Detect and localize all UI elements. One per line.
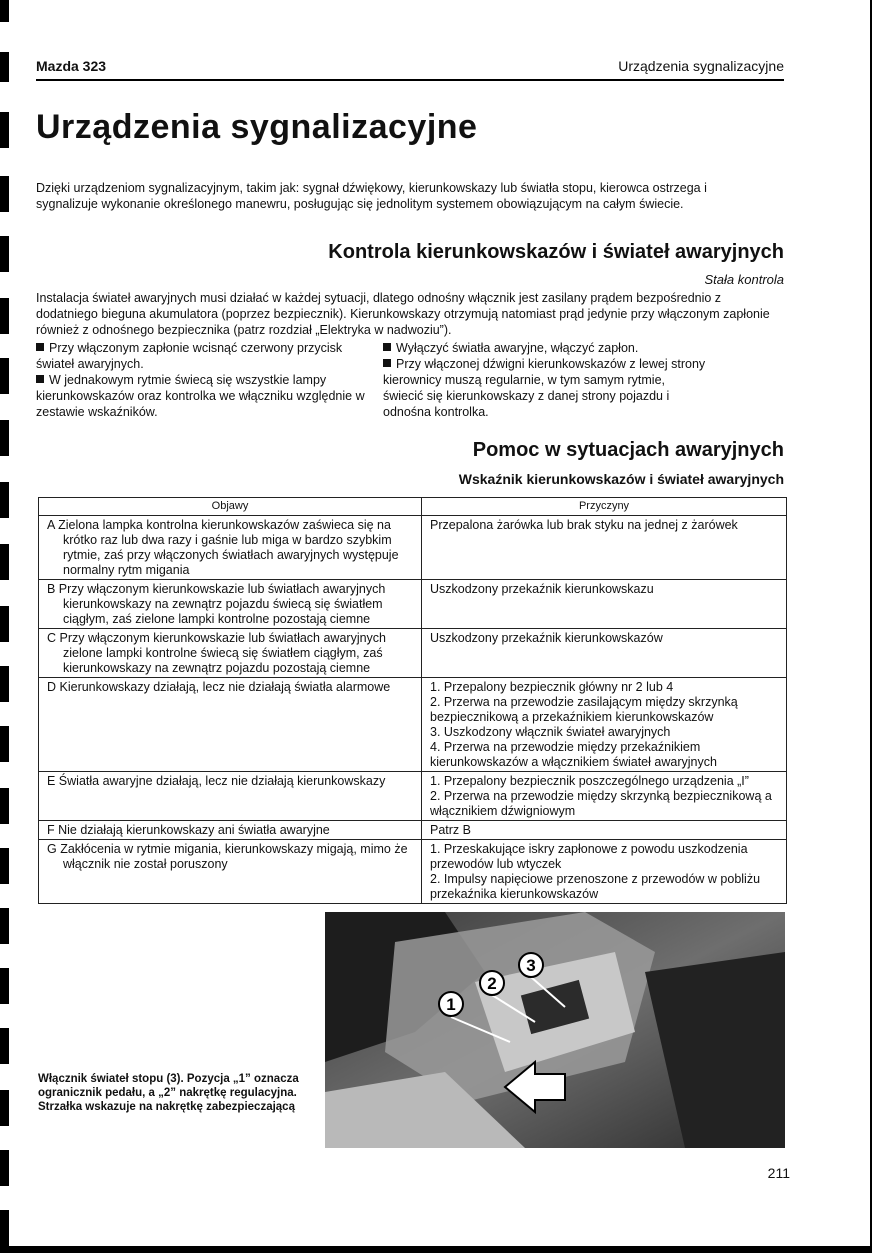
table-header-row <box>39 498 787 516</box>
table-row <box>39 629 787 678</box>
page-number: 211 <box>767 1165 790 1181</box>
label-2-marker <box>480 971 504 995</box>
cause-line: 2. Impulsy napięciowe przenoszone z przewodów w pobliżu przekaźnika kierunkowskazów <box>430 872 761 901</box>
brake-light-switch-photo <box>325 912 785 1148</box>
scan-edge-mark <box>0 298 9 334</box>
symptom-cell: A Zielona lampka kontrolna kierunkowskazów zaświeca się na krótko raz lub dwa razy i gaśnie lub miga w bardzo szybkim rytmie, zaś przy włączonych światłach awaryjnych występuje normalny rytm migania <box>39 516 422 580</box>
right-column <box>383 340 707 420</box>
scan-edge-mark <box>0 358 9 394</box>
bullet-item: W jednakowym rytmie świecą się wszystkie lampy kierunkowskazów oraz kontrolka we włączniku względnie w zestawie wskaźników. <box>36 373 365 419</box>
section-subtitle: Stała kontrola <box>704 272 784 287</box>
section-body: Instalacja świateł awaryjnych musi działać w każdej sytuacji, dlatego odnośny włącznik jest zasilany prądem bezpośrednio z dodatniego bieguna akumulatora (poprzez bezpiecznik). Kierunkowskazy otrzymują natomiast prąd jedynie przy włączonym zapłonie również z odnośnego bezpiecznika (patrz rozdział „Elektryka w nadwoziu”). <box>36 291 770 337</box>
header-car-model: Mazda 323 <box>36 58 107 74</box>
cause-line: 2. Przerwa na przewodzie zasilającym między skrzynką bezpiecznikową a przekaźnikiem kierunkowskazów <box>430 695 738 724</box>
square-bullet-icon <box>383 343 391 351</box>
scan-bottom-edge <box>0 1246 872 1253</box>
cause-line: 3. Uszkodzony włącznik świateł awaryjnych <box>430 725 671 739</box>
scan-edge-mark <box>0 606 9 642</box>
cause-line: 1. Przepalony bezpiecznik główny nr 2 lub 4 <box>430 680 674 694</box>
symptom-cell: B Przy włączonym kierunkowskazie lub światłach awaryjnych kierunkowskazy na zewnątrz pojazdu świecą się światłem ciągłym, zaś zielone lampki kontrolne pozostają ciemne <box>39 580 422 629</box>
cause-cell <box>422 821 787 840</box>
label-1-marker <box>439 992 463 1016</box>
cause-line: 1. Przeskakujące iskry zapłonowe z powodu uszkodzenia przewodów lub wtyczek <box>430 842 748 871</box>
cause-cell <box>422 840 787 904</box>
bullet-item: Przy włączonym zapłonie wcisnąć czerwony przycisk świateł awaryjnych. <box>36 341 343 371</box>
square-bullet-icon <box>36 375 44 383</box>
scan-edge-mark <box>0 788 9 824</box>
scan-edge-mark <box>0 482 9 518</box>
scan-edge-mark <box>0 968 9 1004</box>
section-subheading: Wskaźnik kierunkowskazów i świateł awaryjnych <box>458 471 784 487</box>
cause-line: Uszkodzony przekaźnik kierunkowskazu <box>430 582 654 596</box>
scan-edge-mark <box>0 848 9 884</box>
symptom-cell: G Zakłócenia w rytmie migania, kierunkowskazy migają, mimo że włącznik nie został poruszony <box>39 840 422 904</box>
table-row <box>39 821 787 840</box>
svg-text:2: 2 <box>487 974 497 993</box>
header-symptoms: Objawy <box>39 498 422 516</box>
scan-edge-mark <box>0 726 9 762</box>
cause-line: Uszkodzony przekaźnik kierunkowskazów <box>430 631 663 645</box>
label-3-marker <box>519 953 543 977</box>
header-chapter: Urządzenia sygnalizacyjne <box>618 58 784 74</box>
section-heading-check: Kontrola kierunkowskazów i świateł awaryjnych <box>328 241 784 263</box>
header-rule <box>36 79 784 81</box>
square-bullet-icon <box>36 343 44 351</box>
header-causes: Przyczyny <box>422 498 787 516</box>
scan-edge-mark <box>0 112 9 148</box>
cause-cell <box>422 516 787 580</box>
scan-edge-mark <box>0 666 9 702</box>
scan-edge-mark <box>0 236 9 272</box>
svg-text:3: 3 <box>526 956 536 975</box>
symptom-cell: D Kierunkowskazy działają, lecz nie działają światła alarmowe <box>39 678 422 772</box>
scan-edge-mark <box>0 1028 9 1064</box>
symptom-cell: C Przy włączonym kierunkowskazie lub światłach awaryjnych zielone lampki kontrolne świecą się światłem ciągłym, zaś kierunkowskazy na zewnątrz pojazdu pozostają ciemne <box>39 629 422 678</box>
cause-line: 4. Przerwa na przewodzie między przekaźnikiem kierunkowskazów a włącznikiem świateł awaryjnych <box>430 740 717 769</box>
scan-edge-mark <box>0 420 9 456</box>
intro-paragraph: Dzięki urządzeniom sygnalizacyjnym, takim jak: sygnał dźwiękowy, kierunkowskazy lub światła stopu, kierowca ostrzega i sygnalizuje wykonanie określonego manewru, posługując się jednolitym systemem obowiązującym na całym świecie. <box>36 181 707 211</box>
running-header <box>36 58 784 78</box>
bullet-item: Przy włączonej dźwigni kierunkowskazów z lewej strony kierownicy muszą regularnie, w tym samym rytmie, świecić się kierunkowskazy z danej strony pojazdu i odnośna kontrolka. <box>383 357 706 419</box>
figure-caption: Włącznik świateł stopu (3). Pozycja „1” oznacza ogranicznik pedału, a „2” nakrętkę regulacyjna. Strzałka wskazuje na nakrętkę zabezpieczającą <box>38 1073 299 1113</box>
cause-line: 2. Przerwa na przewodzie między skrzynką bezpiecznikową a włącznikiem dźwigniowym <box>430 789 772 818</box>
symptom-cell: F Nie działają kierunkowskazy ani światła awaryjne <box>39 821 422 840</box>
scan-edge-mark <box>0 1150 9 1186</box>
cause-cell <box>422 580 787 629</box>
scan-edge-mark <box>0 544 9 580</box>
cause-cell <box>422 629 787 678</box>
cause-line: Przepalona żarówka lub brak styku na jednej z żarówek <box>430 518 738 532</box>
fault-table <box>38 497 787 904</box>
table-row <box>39 580 787 629</box>
left-column <box>36 340 366 420</box>
table-row <box>39 772 787 821</box>
symptom-cell: E Światła awaryjne działają, lecz nie działają kierunkowskazy <box>39 772 422 821</box>
cause-line: 1. Przepalony bezpiecznik poszczególnego urządzenia „I” <box>430 774 749 788</box>
scan-edge-mark <box>0 1090 9 1126</box>
bullet-item: Wyłączyć światła awaryjne, włączyć zapłon. <box>383 340 707 356</box>
cause-line: Patrz B <box>430 823 471 837</box>
scan-edge-mark <box>0 176 9 212</box>
section-heading-emergency: Pomoc w sytuacjach awaryjnych <box>472 439 784 461</box>
cause-cell <box>422 678 787 772</box>
page-title: Urządzenia sygnalizacyjne <box>36 108 478 146</box>
scan-edge-mark <box>0 908 9 944</box>
scan-edge-mark <box>0 52 9 82</box>
table-row <box>39 840 787 904</box>
scan-edge-mark <box>0 0 9 22</box>
table-row <box>39 678 787 772</box>
svg-text:1: 1 <box>446 995 456 1014</box>
cause-cell <box>422 772 787 821</box>
scan-edge-mark <box>0 1210 9 1246</box>
square-bullet-icon <box>383 359 391 367</box>
table-row <box>39 516 787 580</box>
